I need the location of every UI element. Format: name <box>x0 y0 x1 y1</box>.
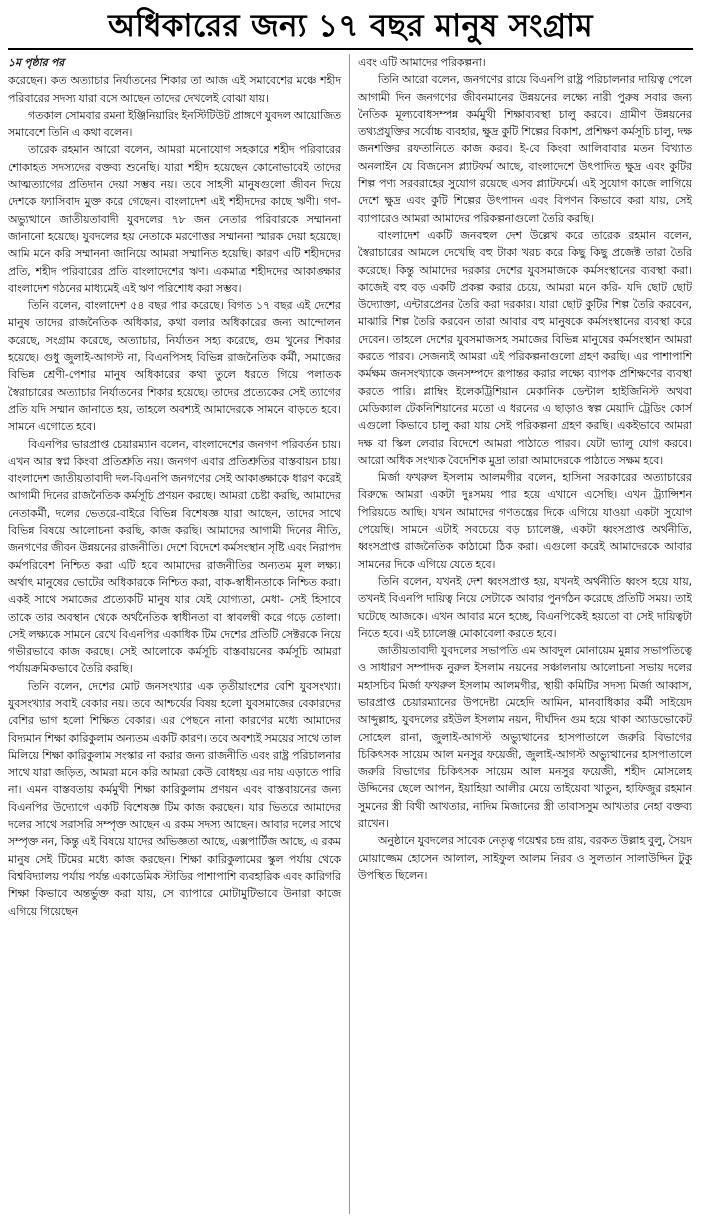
paragraph: গতকাল সোমবার রমনা ইঞ্জিনিয়ারিং ইনস্টিটিউট প্রাঙ্গণে যুবদল আয়োজিত সমাবেশে তিনি এ কথা বলেন। <box>8 108 341 140</box>
headline: অধিকারের জন্য ১৭ বছর মানুষ সংগ্রাম <box>8 6 693 50</box>
paragraph: করেছেন। কত অত্যাচার নির্যাতনের শিকার তা আজ এই সমাবেশের মঞ্চে শহীদ পরিবারের সদস্য যারা বসে আছেন তাদের দেখলেই বোঝা যায়। <box>8 74 341 105</box>
paragraph: তিনি আরো বলেন, জনগণের রায়ে বিএনপি রাষ্ট্র পরিচালনার দায়িত্ব পেলে আগামী দিন জনগণের জীবনমানের উন্নয়নের লক্ষ্যে নারী পুরুষ সবার জন্য নৈতিক মূল্যবোধসম্পন্ন কর্মমুখী শিক্ষাব্যবস্থা চালু করবে। গ্রামীণ উন্নয়নের তথ্যপ্রযুক্তির সর্বোচ্চ ব্যবহার, ক্ষুদ্র কুটি শিল্পের বিকাশ, প্রশিক্ষণ কর্মসূচি চালু, দক্ষ জনশক্তির রফতানিতে কাজ করব। ই-বে কিংবা আলিবাবার মতন বিখ্যাত অনলাইন যে বিজনেস প্ল্যাটফর্ম আছে, বাংলাদেশে উৎপাদিত ক্ষুদ্র এবং কুটির শিল্প পণ্য সরবরাহের সুযোগ রয়েছে এসব প্ল্যাটফর্মে। এই সুযোগ কাজে লাগিয়ে দেশে ক্ষুদ্র এবং কুটি শিল্পের উৎপাদন এবং বিপণন কিভাবে করা যায়, সেই ব্যাপারেও আমরা আমাদের পরিকল্পনাগুলো তৈরি করছি। <box>358 73 692 225</box>
left-column <box>8 54 350 1214</box>
paragraph: তিনি বলেন, বাংলাদেশ ৫৪ বছর পার করেছে। বিগত ১৭ বছর এই দেশের মানুষ তাদের রাজনৈতিক অধিকার, কথা বলার অধিকারের জন্য আন্দোলন করেছে, সংগ্রাম করেছে, অত্যাচার, নির্যাতন সহ্য করেছে, গুম খুনের শিকার হয়েছে। গুধু জুলাই-আগস্ট না, বিএনপিসহ বিভিন্ন রাজনৈতিক কর্মী, সমাজের বিভিন্ন শ্রেণী-পেশার মানুষ অধিকারের কথা তুলে ধরতে গিয়ে পলাতক স্বৈরাচারের অত্যাচার নির্যাতনের শিকার হয়েছে। তাদের প্রত্যেকের সেই ত্যাগের প্রতি যদি সম্মান জানাতে হয়, তাহলে অবশ্যই আমাদেরকে সামনে বাড়তে হবে। সামনে এগোতে হবে। <box>8 299 341 434</box>
paragraph: জাতীয়তাবাদী যুবদলের সভাপতি এম আবদুল মোনায়েম মুন্নার সভাপতিত্বে ও সাধারণ সম্পাদক নুরুল ইসলাম নয়নের সঞ্চালনায় আলোচনা সভায় দলের মহাসচিব মির্জা ফখরুল ইসলাম আলমগীর, স্থায়ী কমিটির সদস্য মির্জা আব্বাস, ভারপ্রাপ্ত চেয়ারম্যানের উপদেষ্টা মেহেদি আমিন, মানবাধিকার কর্মী সাইয়েদ আব্দুল্লাহ, যুবদলের রইউল ইসলাম নয়ন, দীর্ঘদিন গুম হয়ে থাকা অ্যাডভোকেট সোহেল রানা, জুলাই-আগস্ট অভ্যুত্থানের হাসপাতালে জরুরি বিভাগের চিকিৎসক সায়েম আল মনসুর ফয়েজী, জুলাই-আগস্ট অভ্যুত্থানের হাসপাতালে জরুরি বিভাগের চিকিৎসক সায়েম আল মনসুর ফয়েজী, শহীদ মোসলেহ উদ্দিনের ছেলে আপন, ইয়াহিয়া আলীর মেয়ে তাইয়েবা খাতুন, হাফিজুর রহমান সুমনের স্ত্রী বিথী আখতার, নাদিম মিজানের স্ত্রী তাবাসসুম আখতার নেহা বক্তব্য রাখেন। <box>358 644 692 831</box>
paragraph: তিনি বলেন, দেশের মোট জনসংখ্যার এক তৃতীয়াংশের বেশি যুবসংখ্যা। যুবসংখ্যার সবাই বেকার নয়। তবে আশ্চর্যের বিষয় হলো যুবসমাজের বেকারদের বেশির ভাগ হলো শিক্ষিত বেকার। এর পেছনে নানা কারণের মধ্যে আমাদের বিদ্যমান শিক্ষা কারিকুলাম অন্যতম একটি কারণ। তবে অবশ্যই সময়ের সাথে তাল মিলিয়ে শিক্ষা কারিকুলাম সংস্কার না করার জন্য রাজনীতি এবং রাষ্ট্র পরিচালনার সাথে যারা জড়িত, আমরা মনে করি আমরা কেউ বোধহয় এর দায় এড়াতে পারি না। এমন বাস্তবতায় কর্মমুখী শিক্ষা কারিকুলাম প্রণয়ন এবং বাস্তবায়নের জন্য বিএনপির উদ্যোগে একটি বিশেষজ্ঞ টিম কাজ করছেন। যার ভিতরে আমাদের দলের সাথে সরাসরি সম্পৃক্ত আছেন এ রকম সদস্য আছেন। আবার দলের সাথে সম্পৃক্ত নন, কিন্তু এই বিষয়ে যাদের অভিজ্ঞতা আছে, এক্সপার্টিজ আছে, এ রকম মানুষ সেই টিমের মধ্যে কাজ করছেন। শিক্ষা কারিকুলামের স্কুল পর্যায় থেকে বিশ্ববিদ্যালয় পর্যায় পর্যন্ত একাডেমিক স্টাডির পাশাপাশি ব্যবহারিক এবং কারিগরি শিক্ষা কিভাবে অন্তর্ভুক্ত করা যায়, সে ব্যাপারে মোটামুটিভাবে উনারা কাজে এগিয়ে গিয়েছেন <box>8 679 341 918</box>
continued-label: ১ম পৃষ্ঠার পর <box>8 56 65 69</box>
paragraph: মির্জা ফখরুল ইসলাম আলমগীর বলেন, হাসিনা সরকারের অত্যাচারের বিরুদ্ধে আমরা একটা দুঃসময় পার হয়ে এখানে এসেছি। এখন ট্র্যান্সিশন পিরিয়ডে আছি। যখন আমাদের গণতন্ত্রের দিকে এগিয়ে যাওয়া একটা সুযোগ পেয়েছি। সামনে এটাই সবচেয়ে বড় চ্যালেঞ্জ, একটা ধ্বংসপ্রাপ্ত অর্থনীতি, ধ্বংসপ্রাপ্ত রাজনৈতিক কাঠামো ঠিক করা। এগুলো করেই আমাদেরকে আবার সামনের দিকে এগিয়ে যেতে হবে। <box>358 471 692 571</box>
paragraph: অনুষ্ঠানে যুবদলের সাবেক নেতৃত্ব গয়েশ্বর চন্দ্র রায়, বরকত উল্লাহ বুলু, সৈয়দ মোয়াজ্জেম হোসেন আলাল, সাইফুল আলম নিরব ও সুলতান সালাউদ্দিন টুকু উপস্থিত ছিলেন। <box>358 834 692 882</box>
paragraph: বাংলাদেশ একটি জনবহুল দেশ উল্লেখ করে তারেক রহমান বলেন, স্বৈরাচারের আমলে দেখেছি বহু টাকা খরচ করে কিছু কিছু প্রজেক্ট তারা তৈরি করেছে। কিন্তু আমাদের দরকার দেশের যুবসমাজকে কর্মসংস্থানের ব্যবস্থা করা। কাজেই বহু বড় একটি প্রকল্প করার চেয়ে, আমরা মনে করি- যদি ছোট ছোট উদ্যোক্তা, এন্টারপ্রেনর তৈরি করা দরকার। যারা ছোট কুটির শিল্প তৈরি করবেন, মাঝারি শিল্প তৈরি করবেন তারা আবার বহু মানুষকে কর্মসংস্থানের ব্যবস্থা করে দেবেন। তাহলে দেশের যুবসমাজসহ সমাজের বিভিন্ন মানুষের কর্মসংস্থান আমরা করতে পারব। সেজন্যই আমরা এই পরিকল্পনাগুলো গ্রহণ করছি। এর পাশাপাশি কর্মক্ষম জনসংখ্যাকে জনসম্পদে রূপান্তর করার লক্ষ্যে ব্যাপক প্রশিক্ষণের ব্যবস্থা করতে পারি। প্লাম্বিং ইলেকট্রিশিয়ান মেকানিক ডেন্টাল হাইজিনিস্ট অথবা মেডিক্যাল টেকনিশিয়ানের মতো এ ধরনের এ ছাড়াও স্বল্প মেয়াদি ট্রেডিং কোর্স এগুলো কিভাবে চালু করা যায় সেই পরিকল্পনা গ্রহণ করছি। একইভাবে আমরা দক্ষ বা স্কিল লেবার বিদেশে আমরা পাঠাতে পারব। যেটা ভ্যালু যোগ করবে। আরো অধিক সংখ্যক বৈদেশিক মুদ্রা তারা আমাদেরকে পাঠাতে সক্ষম হবে। <box>358 228 692 467</box>
paragraph: তিনি বলেন, যখনই দেশ ধ্বংসপ্রাপ্ত হয়, যখনই অর্থনীতি ধ্বংস হয়ে যায়, তখনই বিএনপি দায়িত্ব নিয়ে সেটাকে আবার পুনর্গঠন করেছে প্রতিটি সময়। তাই ঘটেছে আজকে। এখন আবার মনে হচ্ছে, বিএনপিকেই হয়তো বা সেই দায়িত্বটা নিতে হবে। এই চ্যালেঞ্জ মোকাবেলা করতে হবে। <box>358 574 692 640</box>
paragraph: তারেক রহমান আরো বলেন, আমরা মনোযোগ সহকারে শহীদ পরিবারের শোকাহত সদস্যদের বক্তব্য শুনেছি। যারা শহীদ হয়েছেন কোনোভাবেই তাদের আত্মত্যাগের প্রতিদান দেয়া সম্ভব নয়। তবে সাহসী মানুষগুলো জীবন দিয়ে দেশকে ফ্যাসিবাদ মুক্ত করে গেছেন। বাংলাদেশ এই শহীদদের কাছে ঋণী। গণ-অভ্যুত্থানে জাতীয়তাবাদী যুবদলের ৭৮ জন নেতার পরিবারকে সম্মাননা জানানো হয়েছে। যুবদলের হয় নেতাকে মরণোত্তর সম্মাননা স্মারক দেয়া হয়েছে। আমি মনে করি সম্মাননা জানিয়ে আমরা সম্মানিত হয়েছি। কারণ এটি শহীদদের প্রতি, শহীদ পরিবারের প্রতি বাংলাদেশের ঋণ। একমাত্র শহীদদের আকাঙ্ক্ষার বাংলাদেশ গঠনের মাধ্যমেই এই ঋণ পরিশোধ করা সম্ভব। <box>8 143 341 295</box>
right-column <box>350 54 692 1214</box>
paragraph: এবং এটি আমাদের পরিকল্পনা। <box>358 56 486 69</box>
article-columns <box>8 54 693 1214</box>
paragraph: বিএনপির ভারপ্রাপ্ত চেয়ারম্যান বলেন, বাংলাদেশের জনগণ পরিবর্তন চায়। এখন আর স্বপ্ন কিংবা প্রতিশ্রুতি নয়। জনগণ এবার প্রতিশ্রুতির বাস্তবায়ন চায়। বাংলাদেশ জাতীয়তাবাদী দল-বিএনপি জনগণের সেই আকাঙ্ক্ষাকে ধারণ করেই আগামী দিনের রাজনৈতিক কর্মসূচি প্রণয়ন করছে। আমরা চেষ্টা করছি, আমাদের নেতাকর্মী, দলের ভেতরে-বাইরে বিভিন্ন বিশেষজ্ঞ যারা আছেন, তাদের সাথে বিভিন্ন বিষয়ে আলোচনা করছি, কাজ করছি। আমাদের আগামী দিনের নীতি, জনগণের জীবন উন্নয়নের রাজনীতি। দেশে বিদেশে কর্মসংস্থান সৃষ্টি এবং নিরাপদ কর্মপরিবেশ নিশ্চিত করা এটি হবে আমাদের রাজনীতির অন্যতম মূল লক্ষ্য। অর্থাৎ মানুষের ভোটের অধিকারকে নিশ্চিত করা, বাক-স্বাধীনতাকে নিশ্চিত করা। একই সাথে সমাজের প্রত্যেকটি মানুষ যার যেই যোগ্যতা, মেধা- সেই হিসাবে তাকে তার অবস্থান থেকে অর্থনৈতিক স্বাধীনতা বা স্বাবলম্বী করে গড়ে তোলা। সেই লক্ষ্যকে সামনে রেখে বিএনপির একাধিক টিম দেশের প্রতিটি সেক্টরকে নিয়ে গভীরভাবে কাজ করছে। সেই আলোকে কর্মসূচি বাস্তবায়নের কর্মসূচি আমরা পর্যায়ক্রমিকভাবে তৈরি করছি। <box>8 437 341 676</box>
